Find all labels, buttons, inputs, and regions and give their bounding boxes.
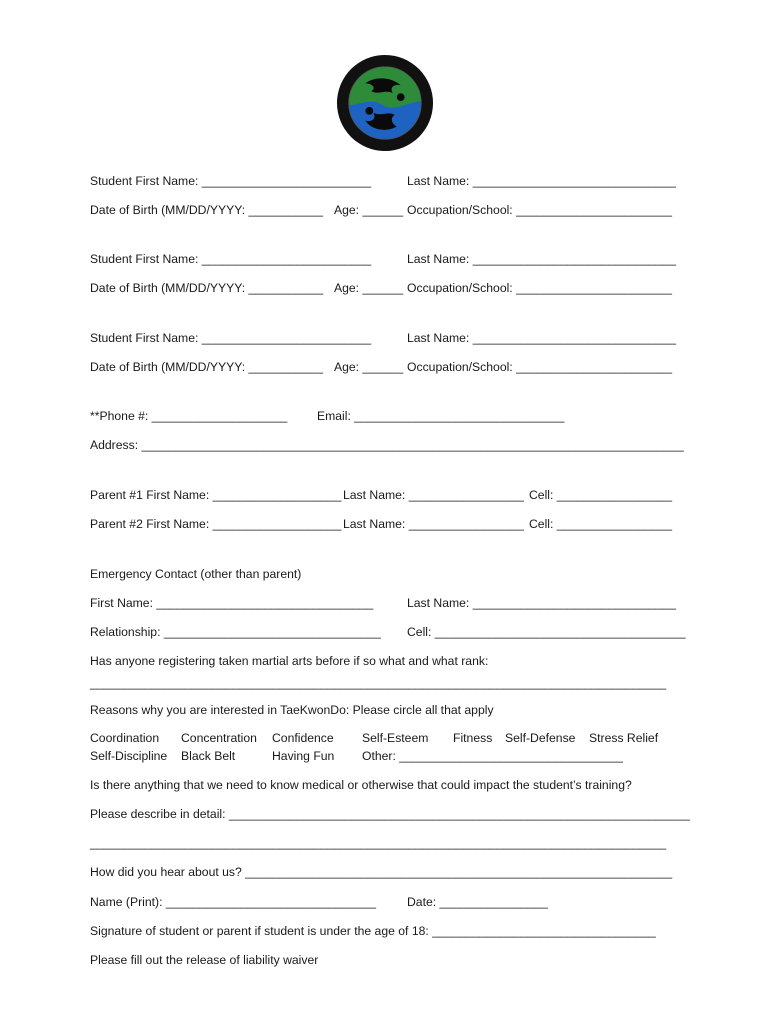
phone-field[interactable]: **Phone #: ____________________ <box>90 409 288 423</box>
parent-2-first-name[interactable]: Parent #2 First Name: ___________________ <box>90 517 342 531</box>
medical-describe-field[interactable]: Please describe in detail: ____________________________________________________________________ <box>90 807 690 821</box>
parent-2-last-name[interactable]: Last Name: _________________ <box>343 517 524 531</box>
name-print-field[interactable]: Name (Print): _______________________________ <box>90 895 376 909</box>
student-2-last-name[interactable]: Last Name: ______________________________ <box>407 252 677 266</box>
signature-field[interactable]: Signature of student or parent if student is under the age of 18: _________________________________ <box>90 924 656 938</box>
student-2-age[interactable]: Age: ______ <box>334 281 404 295</box>
emergency-heading: Emergency Contact (other than parent) <box>90 567 302 581</box>
medical-question: Is there anything that we need to know medical or otherwise that could impact the student’s training? <box>90 778 632 792</box>
emergency-first-name[interactable]: First Name: ________________________________ <box>90 596 374 610</box>
parent-1-cell[interactable]: Cell: _________________ <box>529 488 672 502</box>
date-field[interactable]: Date: ________________ <box>407 895 548 909</box>
reason-self-discipline[interactable]: Self-Discipline <box>90 749 168 763</box>
martial-arts-answer-line[interactable]: _____________________________________________________________________________________ <box>90 676 667 690</box>
waiver-note: Please fill out the release of liability waiver <box>90 953 319 967</box>
reason-having-fun[interactable]: Having Fun <box>272 749 335 763</box>
emergency-relationship[interactable]: Relationship: ________________________________ <box>90 625 381 639</box>
student-2-dob[interactable]: Date of Birth (MM/DD/YYYY: ___________ <box>90 281 324 295</box>
martial-arts-question: Has anyone registering taken martial arts before if so what and what rank: <box>90 654 489 668</box>
reason-concentration[interactable]: Concentration <box>181 731 257 745</box>
student-3-age[interactable]: Age: ______ <box>334 360 404 374</box>
email-field[interactable]: Email: _______________________________ <box>317 409 565 423</box>
parent-2-cell[interactable]: Cell: _________________ <box>529 517 672 531</box>
reason-confidence[interactable]: Confidence <box>272 731 334 745</box>
student-1-first-name[interactable]: Student First Name: _________________________ <box>90 174 372 188</box>
reason-self-defense[interactable]: Self-Defense <box>505 731 576 745</box>
student-1-age[interactable]: Age: ______ <box>334 203 404 217</box>
reason-other[interactable]: Other: _________________________________ <box>362 749 623 763</box>
student-2-first-name[interactable]: Student First Name: _________________________ <box>90 252 372 266</box>
emergency-last-name[interactable]: Last Name: ______________________________ <box>407 596 677 610</box>
reason-coordination[interactable]: Coordination <box>90 731 160 745</box>
student-3-occupation[interactable]: Occupation/School: _______________________ <box>407 360 672 374</box>
student-3-dob[interactable]: Date of Birth (MM/DD/YYYY: ___________ <box>90 360 324 374</box>
student-3-first-name[interactable]: Student First Name: _________________________ <box>90 331 372 345</box>
reason-fitness[interactable]: Fitness <box>453 731 493 745</box>
hear-about-field[interactable]: How did you hear about us? _______________________________________________________________ <box>90 865 673 879</box>
reason-stress-relief[interactable]: Stress Relief <box>589 731 659 745</box>
address-field[interactable]: Address: ________________________________________________________________________________ <box>90 438 684 452</box>
parent-1-first-name[interactable]: Parent #1 First Name: ___________________ <box>90 488 342 502</box>
reason-black-belt[interactable]: Black Belt <box>181 749 236 763</box>
reason-self-esteem[interactable]: Self-Esteem <box>362 731 429 745</box>
student-2-occupation[interactable]: Occupation/School: _______________________ <box>407 281 672 295</box>
student-1-dob[interactable]: Date of Birth (MM/DD/YYYY: ___________ <box>90 203 324 217</box>
reasons-prompt: Reasons why you are interested in TaeKwonDo: Please circle all that apply <box>90 703 494 717</box>
student-1-last-name[interactable]: Last Name: ______________________________ <box>407 174 677 188</box>
parent-1-last-name[interactable]: Last Name: _________________ <box>343 488 524 502</box>
emergency-cell[interactable]: Cell: _____________________________________ <box>407 625 686 639</box>
student-3-last-name[interactable]: Last Name: ______________________________ <box>407 331 677 345</box>
medical-extra-line[interactable]: _____________________________________________________________________________________ <box>90 836 667 850</box>
student-1-occupation[interactable]: Occupation/School: _______________________ <box>407 203 672 217</box>
school-logo <box>336 54 434 152</box>
